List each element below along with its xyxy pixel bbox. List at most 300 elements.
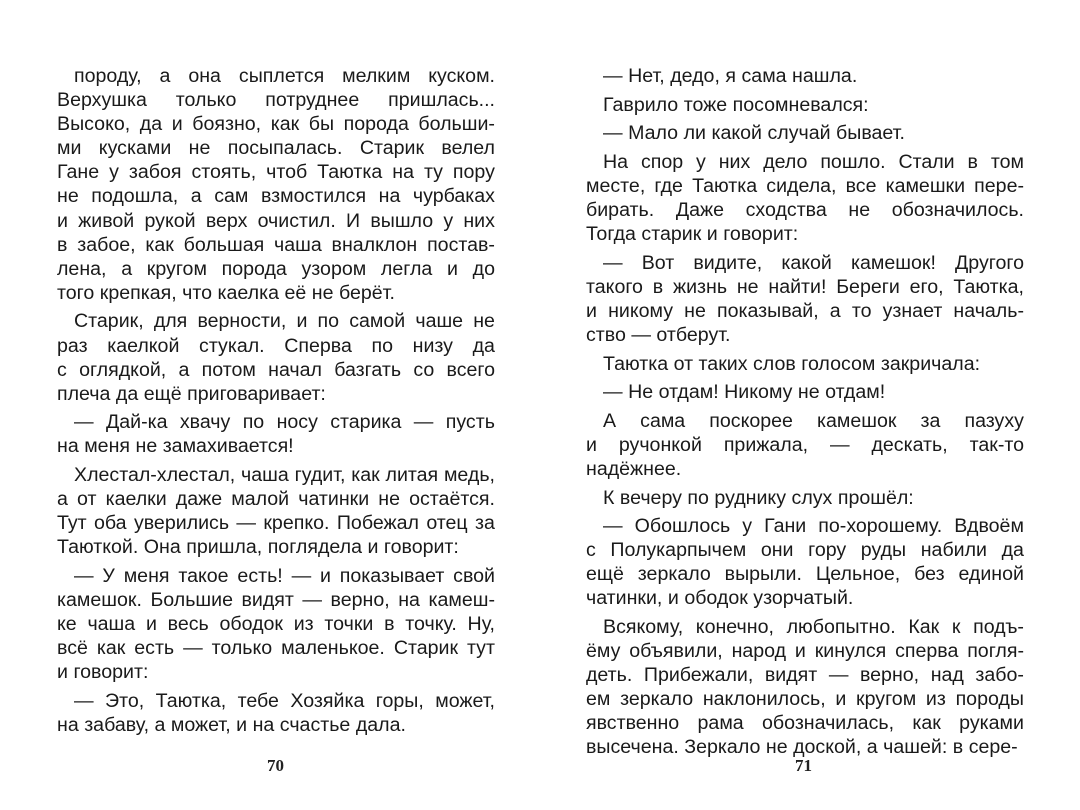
word: Как bbox=[908, 615, 940, 638]
word: велел bbox=[441, 137, 495, 160]
word: Верхушка bbox=[57, 89, 147, 112]
paragraph bbox=[57, 689, 495, 737]
word: подошла, bbox=[91, 185, 179, 208]
text-line bbox=[586, 562, 1024, 586]
word: породы bbox=[955, 688, 1024, 711]
word: старика bbox=[330, 411, 402, 434]
word: жизнь bbox=[672, 275, 728, 298]
word: не bbox=[765, 736, 788, 759]
word: кругом bbox=[856, 688, 917, 711]
word: приговаривает: bbox=[187, 382, 326, 405]
word: и bbox=[57, 209, 68, 232]
word: тут bbox=[466, 637, 495, 660]
text-line bbox=[57, 434, 495, 458]
word: каелка bbox=[217, 281, 279, 304]
word: малой bbox=[231, 488, 290, 511]
word: видят bbox=[241, 588, 294, 611]
word: Побежал bbox=[336, 512, 419, 535]
word: с bbox=[57, 358, 67, 381]
word: бирать. bbox=[586, 198, 655, 221]
text-line bbox=[586, 121, 1024, 145]
word: порода bbox=[221, 257, 287, 280]
word: единой bbox=[958, 563, 1024, 586]
word: камешок. bbox=[57, 588, 142, 611]
text-line bbox=[57, 410, 495, 434]
word: куском. bbox=[428, 65, 495, 87]
word: отдам! bbox=[658, 381, 719, 404]
word: видите, bbox=[693, 251, 763, 274]
word: Это, bbox=[105, 689, 145, 712]
word: Она bbox=[143, 536, 181, 559]
word: не bbox=[311, 281, 334, 304]
word: Вдвоём bbox=[954, 515, 1024, 538]
text-line bbox=[57, 612, 495, 636]
text-line bbox=[57, 588, 495, 612]
word: от bbox=[673, 352, 694, 375]
word: и bbox=[296, 310, 308, 333]
word: сама bbox=[741, 65, 787, 87]
word: меня bbox=[123, 564, 170, 587]
word: надёжнее. bbox=[586, 457, 682, 480]
word: вналклон bbox=[331, 233, 418, 256]
word: чашей: bbox=[883, 736, 948, 759]
left-page-text bbox=[57, 64, 495, 737]
word: какой bbox=[781, 251, 832, 274]
word: отдам! bbox=[825, 381, 886, 404]
text-line bbox=[586, 615, 1024, 639]
text-line bbox=[586, 323, 1024, 347]
word: для bbox=[153, 310, 188, 333]
text-line bbox=[586, 687, 1024, 711]
word: сама bbox=[640, 409, 686, 432]
word: Таютка bbox=[317, 161, 383, 184]
word: прошёл: bbox=[837, 486, 914, 509]
word: том bbox=[990, 150, 1024, 173]
word: видят bbox=[764, 664, 818, 687]
word: верх bbox=[205, 209, 248, 232]
text-line bbox=[586, 198, 1024, 222]
word: пришла, bbox=[186, 536, 263, 559]
paragraph bbox=[586, 64, 1024, 88]
word: на bbox=[57, 435, 79, 458]
word: поскорее bbox=[709, 409, 793, 432]
paragraph bbox=[586, 380, 1024, 404]
paragraph bbox=[586, 409, 1024, 481]
word: ту bbox=[423, 161, 443, 184]
word: гору bbox=[808, 539, 847, 562]
word: камешок bbox=[817, 409, 897, 432]
text-line bbox=[586, 409, 1024, 433]
word: Гане bbox=[57, 161, 100, 184]
text-line bbox=[586, 352, 1024, 376]
word: не bbox=[188, 137, 211, 160]
word: взмостился bbox=[260, 185, 367, 208]
word: Не bbox=[628, 381, 654, 404]
text-line bbox=[57, 160, 495, 184]
word: породу, bbox=[74, 65, 142, 87]
paragraph bbox=[586, 121, 1024, 145]
word: по-хорошему. bbox=[818, 515, 943, 538]
text-line bbox=[57, 184, 495, 208]
word: у bbox=[443, 209, 454, 232]
word: кусками bbox=[98, 137, 172, 160]
word: старик bbox=[641, 223, 702, 246]
word: — bbox=[603, 65, 623, 87]
word: больши- bbox=[418, 113, 495, 136]
word: каелки bbox=[105, 488, 167, 511]
word: высечена. bbox=[586, 736, 679, 759]
text-line bbox=[586, 514, 1024, 538]
word: Мало bbox=[628, 122, 679, 145]
text-line bbox=[586, 711, 1024, 735]
word: таких bbox=[698, 352, 748, 375]
word: Таютка, bbox=[953, 275, 1024, 298]
text-line bbox=[57, 463, 495, 487]
word: да bbox=[139, 113, 163, 136]
text-line bbox=[586, 538, 1024, 562]
word: погля- bbox=[967, 640, 1024, 663]
paragraph bbox=[586, 486, 1024, 510]
text-line bbox=[586, 486, 1024, 510]
text-line bbox=[586, 174, 1024, 198]
word: сере- bbox=[968, 736, 1018, 759]
word: объявили, bbox=[629, 640, 723, 663]
word: не bbox=[736, 275, 759, 298]
word: бы bbox=[308, 113, 335, 136]
word: тебе bbox=[237, 689, 279, 712]
word: и bbox=[667, 587, 679, 610]
word: на bbox=[378, 185, 401, 208]
text-line bbox=[57, 112, 495, 136]
word: большая bbox=[183, 233, 265, 256]
word: ещё bbox=[143, 382, 182, 405]
word: — bbox=[603, 381, 623, 404]
word: по bbox=[317, 310, 340, 333]
word: весь bbox=[167, 613, 209, 636]
word: ство bbox=[586, 323, 626, 346]
word: Другого bbox=[955, 251, 1024, 274]
word: наклонилось, bbox=[702, 688, 826, 711]
word: обозначилась, bbox=[762, 712, 895, 735]
word: берёт. bbox=[338, 281, 395, 304]
word: так-то bbox=[969, 433, 1024, 456]
text-line bbox=[586, 457, 1024, 481]
word: литая bbox=[385, 464, 439, 486]
word: — bbox=[183, 637, 203, 660]
word: них bbox=[463, 209, 495, 232]
word: — bbox=[302, 588, 322, 611]
word: остаётся. bbox=[409, 488, 495, 511]
word: в bbox=[952, 736, 964, 759]
word: — bbox=[603, 515, 623, 538]
word: Таютка bbox=[603, 352, 669, 375]
word: свой bbox=[453, 564, 495, 587]
word: все bbox=[845, 174, 877, 197]
word: они bbox=[760, 539, 794, 562]
word: со bbox=[413, 358, 435, 381]
word: того bbox=[57, 281, 95, 304]
word: на bbox=[252, 713, 275, 736]
word: над bbox=[930, 664, 964, 687]
word: вышло bbox=[370, 209, 434, 232]
word: и bbox=[57, 661, 68, 684]
word: сперва bbox=[895, 640, 959, 663]
text-line bbox=[57, 660, 495, 684]
paragraph bbox=[57, 410, 495, 458]
word: а bbox=[178, 358, 190, 381]
word: потом bbox=[201, 358, 256, 381]
paragraph bbox=[57, 64, 495, 305]
word: зеркало bbox=[637, 563, 711, 586]
word: — bbox=[413, 411, 434, 434]
word: У bbox=[102, 564, 115, 587]
text-line bbox=[586, 663, 1024, 687]
word: Хозяйка bbox=[290, 689, 365, 712]
word: его, bbox=[909, 275, 944, 298]
right-page-number: 71 bbox=[795, 756, 812, 775]
word: я bbox=[725, 65, 737, 87]
word: камеш- bbox=[428, 588, 495, 611]
word: постав- bbox=[427, 233, 495, 256]
paragraph bbox=[57, 564, 495, 684]
word: — bbox=[603, 251, 623, 274]
text-line bbox=[586, 222, 1024, 246]
text-line bbox=[57, 713, 495, 737]
word: ещё bbox=[586, 563, 624, 586]
word: и bbox=[236, 713, 248, 736]
word: к bbox=[951, 615, 961, 638]
right-page-text bbox=[586, 64, 1024, 760]
word: крепко. bbox=[263, 512, 330, 535]
word: конечно, bbox=[695, 615, 774, 638]
word: На bbox=[603, 150, 629, 173]
paragraph bbox=[586, 352, 1024, 376]
word: по bbox=[687, 486, 709, 509]
word: а bbox=[159, 65, 171, 87]
word: них bbox=[718, 150, 751, 173]
word: Дай-ка bbox=[105, 411, 168, 434]
word: ем bbox=[586, 688, 611, 711]
word: хвачу bbox=[179, 411, 231, 434]
word: как bbox=[96, 637, 126, 660]
word: Стали bbox=[898, 150, 955, 173]
word: не bbox=[797, 381, 820, 404]
word: К bbox=[603, 486, 615, 509]
word: замахивается! bbox=[162, 435, 294, 458]
text-line bbox=[57, 358, 495, 382]
word: есть! bbox=[237, 564, 283, 587]
word: Вот bbox=[641, 251, 675, 274]
word: и bbox=[586, 433, 597, 456]
word: чатинки, bbox=[586, 587, 663, 610]
word: Хлестал-хлестал, bbox=[74, 464, 236, 486]
word: забо- bbox=[975, 664, 1024, 687]
word: Старик bbox=[359, 137, 425, 160]
word: Сперва bbox=[284, 334, 352, 357]
word: пазуху bbox=[964, 409, 1024, 432]
word: Всякому, bbox=[603, 615, 684, 638]
text-line bbox=[57, 487, 495, 511]
word: Гани bbox=[764, 515, 807, 538]
paragraph bbox=[586, 251, 1024, 347]
word: Таютка bbox=[692, 174, 758, 197]
word: узорчатый. bbox=[753, 587, 854, 610]
word: в bbox=[57, 233, 68, 256]
word: Высоко, bbox=[57, 113, 131, 136]
word: без bbox=[914, 563, 945, 586]
word: оба bbox=[94, 512, 127, 535]
word: как bbox=[912, 712, 941, 735]
word: самой bbox=[349, 310, 406, 333]
word: найти! bbox=[768, 275, 827, 298]
word: такого bbox=[586, 275, 643, 298]
word: не bbox=[57, 185, 79, 208]
word: Цельное, bbox=[815, 563, 901, 586]
word: уверились bbox=[133, 512, 230, 535]
word: деть. bbox=[586, 664, 633, 687]
word: ободок bbox=[219, 613, 283, 636]
word: камешки bbox=[885, 174, 966, 197]
word: руками bbox=[959, 712, 1024, 735]
word: Никому bbox=[724, 381, 793, 404]
word: отберут. bbox=[656, 323, 731, 346]
word: Большие bbox=[150, 588, 233, 611]
word: каелкой bbox=[107, 334, 180, 357]
word: верно, bbox=[859, 664, 920, 687]
word: и bbox=[145, 613, 157, 636]
word: забое, bbox=[77, 233, 136, 256]
word: говорит: bbox=[73, 661, 149, 684]
word: месте, bbox=[586, 174, 646, 197]
word: ручонкой bbox=[618, 433, 702, 456]
word: может, bbox=[170, 713, 231, 736]
text-line bbox=[57, 64, 495, 88]
word: явственно bbox=[586, 712, 680, 735]
word: — bbox=[829, 433, 850, 456]
word: Полукарпычем bbox=[610, 539, 747, 562]
word: не bbox=[684, 299, 706, 322]
word: началь- bbox=[953, 299, 1024, 322]
text-line bbox=[57, 233, 495, 257]
word: узнает bbox=[882, 299, 943, 322]
word: рукой bbox=[144, 209, 196, 232]
word: как bbox=[351, 464, 380, 486]
text-line bbox=[586, 275, 1024, 299]
word: — bbox=[631, 323, 651, 346]
word: базгать bbox=[334, 358, 402, 381]
word: от bbox=[77, 488, 97, 511]
word: её bbox=[284, 281, 307, 304]
word: кругом bbox=[146, 257, 207, 280]
word: только bbox=[175, 89, 237, 112]
text-line bbox=[57, 309, 495, 333]
word: чаше bbox=[415, 310, 464, 333]
word: Береги bbox=[836, 275, 900, 298]
word: Тогда bbox=[586, 223, 636, 246]
word: может, bbox=[435, 689, 495, 712]
text-line bbox=[57, 689, 495, 713]
word: ободок bbox=[684, 587, 748, 610]
word: стоять, bbox=[191, 161, 257, 184]
text-line bbox=[586, 251, 1024, 275]
word: руднику bbox=[714, 486, 787, 509]
word: как bbox=[145, 233, 174, 256]
word: зеркало bbox=[620, 688, 694, 711]
word: сыплется bbox=[238, 65, 325, 87]
word: за bbox=[475, 512, 495, 535]
word: мелким bbox=[342, 65, 411, 87]
word: Таюткой. bbox=[57, 536, 139, 559]
word: всё bbox=[57, 637, 88, 660]
word: закричала: bbox=[880, 352, 981, 375]
word: крепкая, bbox=[99, 281, 177, 304]
text-line bbox=[57, 636, 495, 660]
text-line bbox=[57, 136, 495, 160]
word: ли bbox=[683, 122, 706, 145]
word: до bbox=[472, 257, 495, 280]
word: сидела, bbox=[766, 174, 837, 197]
paragraph bbox=[586, 150, 1024, 246]
word: доской, bbox=[793, 736, 862, 759]
word: народ bbox=[731, 640, 787, 663]
word: легла bbox=[380, 257, 433, 280]
word: плеча bbox=[57, 382, 111, 405]
word: счастье bbox=[279, 713, 351, 736]
word: такое bbox=[178, 564, 229, 587]
word: а bbox=[154, 713, 166, 736]
word: а bbox=[190, 185, 202, 208]
word: кинулся bbox=[814, 640, 887, 663]
word: и bbox=[794, 640, 806, 663]
word: из bbox=[925, 688, 946, 711]
word: в bbox=[384, 613, 395, 636]
word: всего bbox=[446, 358, 495, 381]
word: Таютка, bbox=[155, 689, 227, 712]
word: набили bbox=[920, 539, 987, 562]
word: горы, bbox=[375, 689, 424, 712]
word: как bbox=[270, 113, 300, 136]
word: Нет, bbox=[628, 65, 665, 87]
text-line bbox=[586, 299, 1024, 323]
text-line bbox=[586, 433, 1024, 457]
word: Ну, bbox=[467, 613, 495, 636]
paragraph bbox=[586, 514, 1024, 610]
word: любопытно. bbox=[786, 615, 896, 638]
word: по bbox=[242, 411, 265, 434]
paragraph bbox=[586, 615, 1024, 760]
word: сходства bbox=[745, 198, 827, 221]
word: да bbox=[472, 334, 495, 357]
word: — bbox=[74, 411, 94, 434]
text-line bbox=[57, 257, 495, 281]
word: да bbox=[1001, 539, 1024, 562]
word: Старик bbox=[393, 637, 459, 660]
word: дело bbox=[763, 150, 808, 173]
word: случай bbox=[767, 122, 831, 145]
word: чурбаках bbox=[412, 185, 495, 208]
word: тоже bbox=[683, 93, 728, 116]
word: где bbox=[654, 174, 683, 197]
word: а bbox=[57, 488, 68, 511]
word: отец bbox=[426, 512, 468, 535]
word: да bbox=[115, 382, 139, 405]
word: только bbox=[211, 637, 273, 660]
word: пору bbox=[452, 161, 495, 184]
word: медь, bbox=[443, 464, 495, 486]
word: пусть bbox=[445, 411, 495, 434]
word: чатинки bbox=[298, 488, 370, 511]
word: и bbox=[586, 299, 597, 322]
